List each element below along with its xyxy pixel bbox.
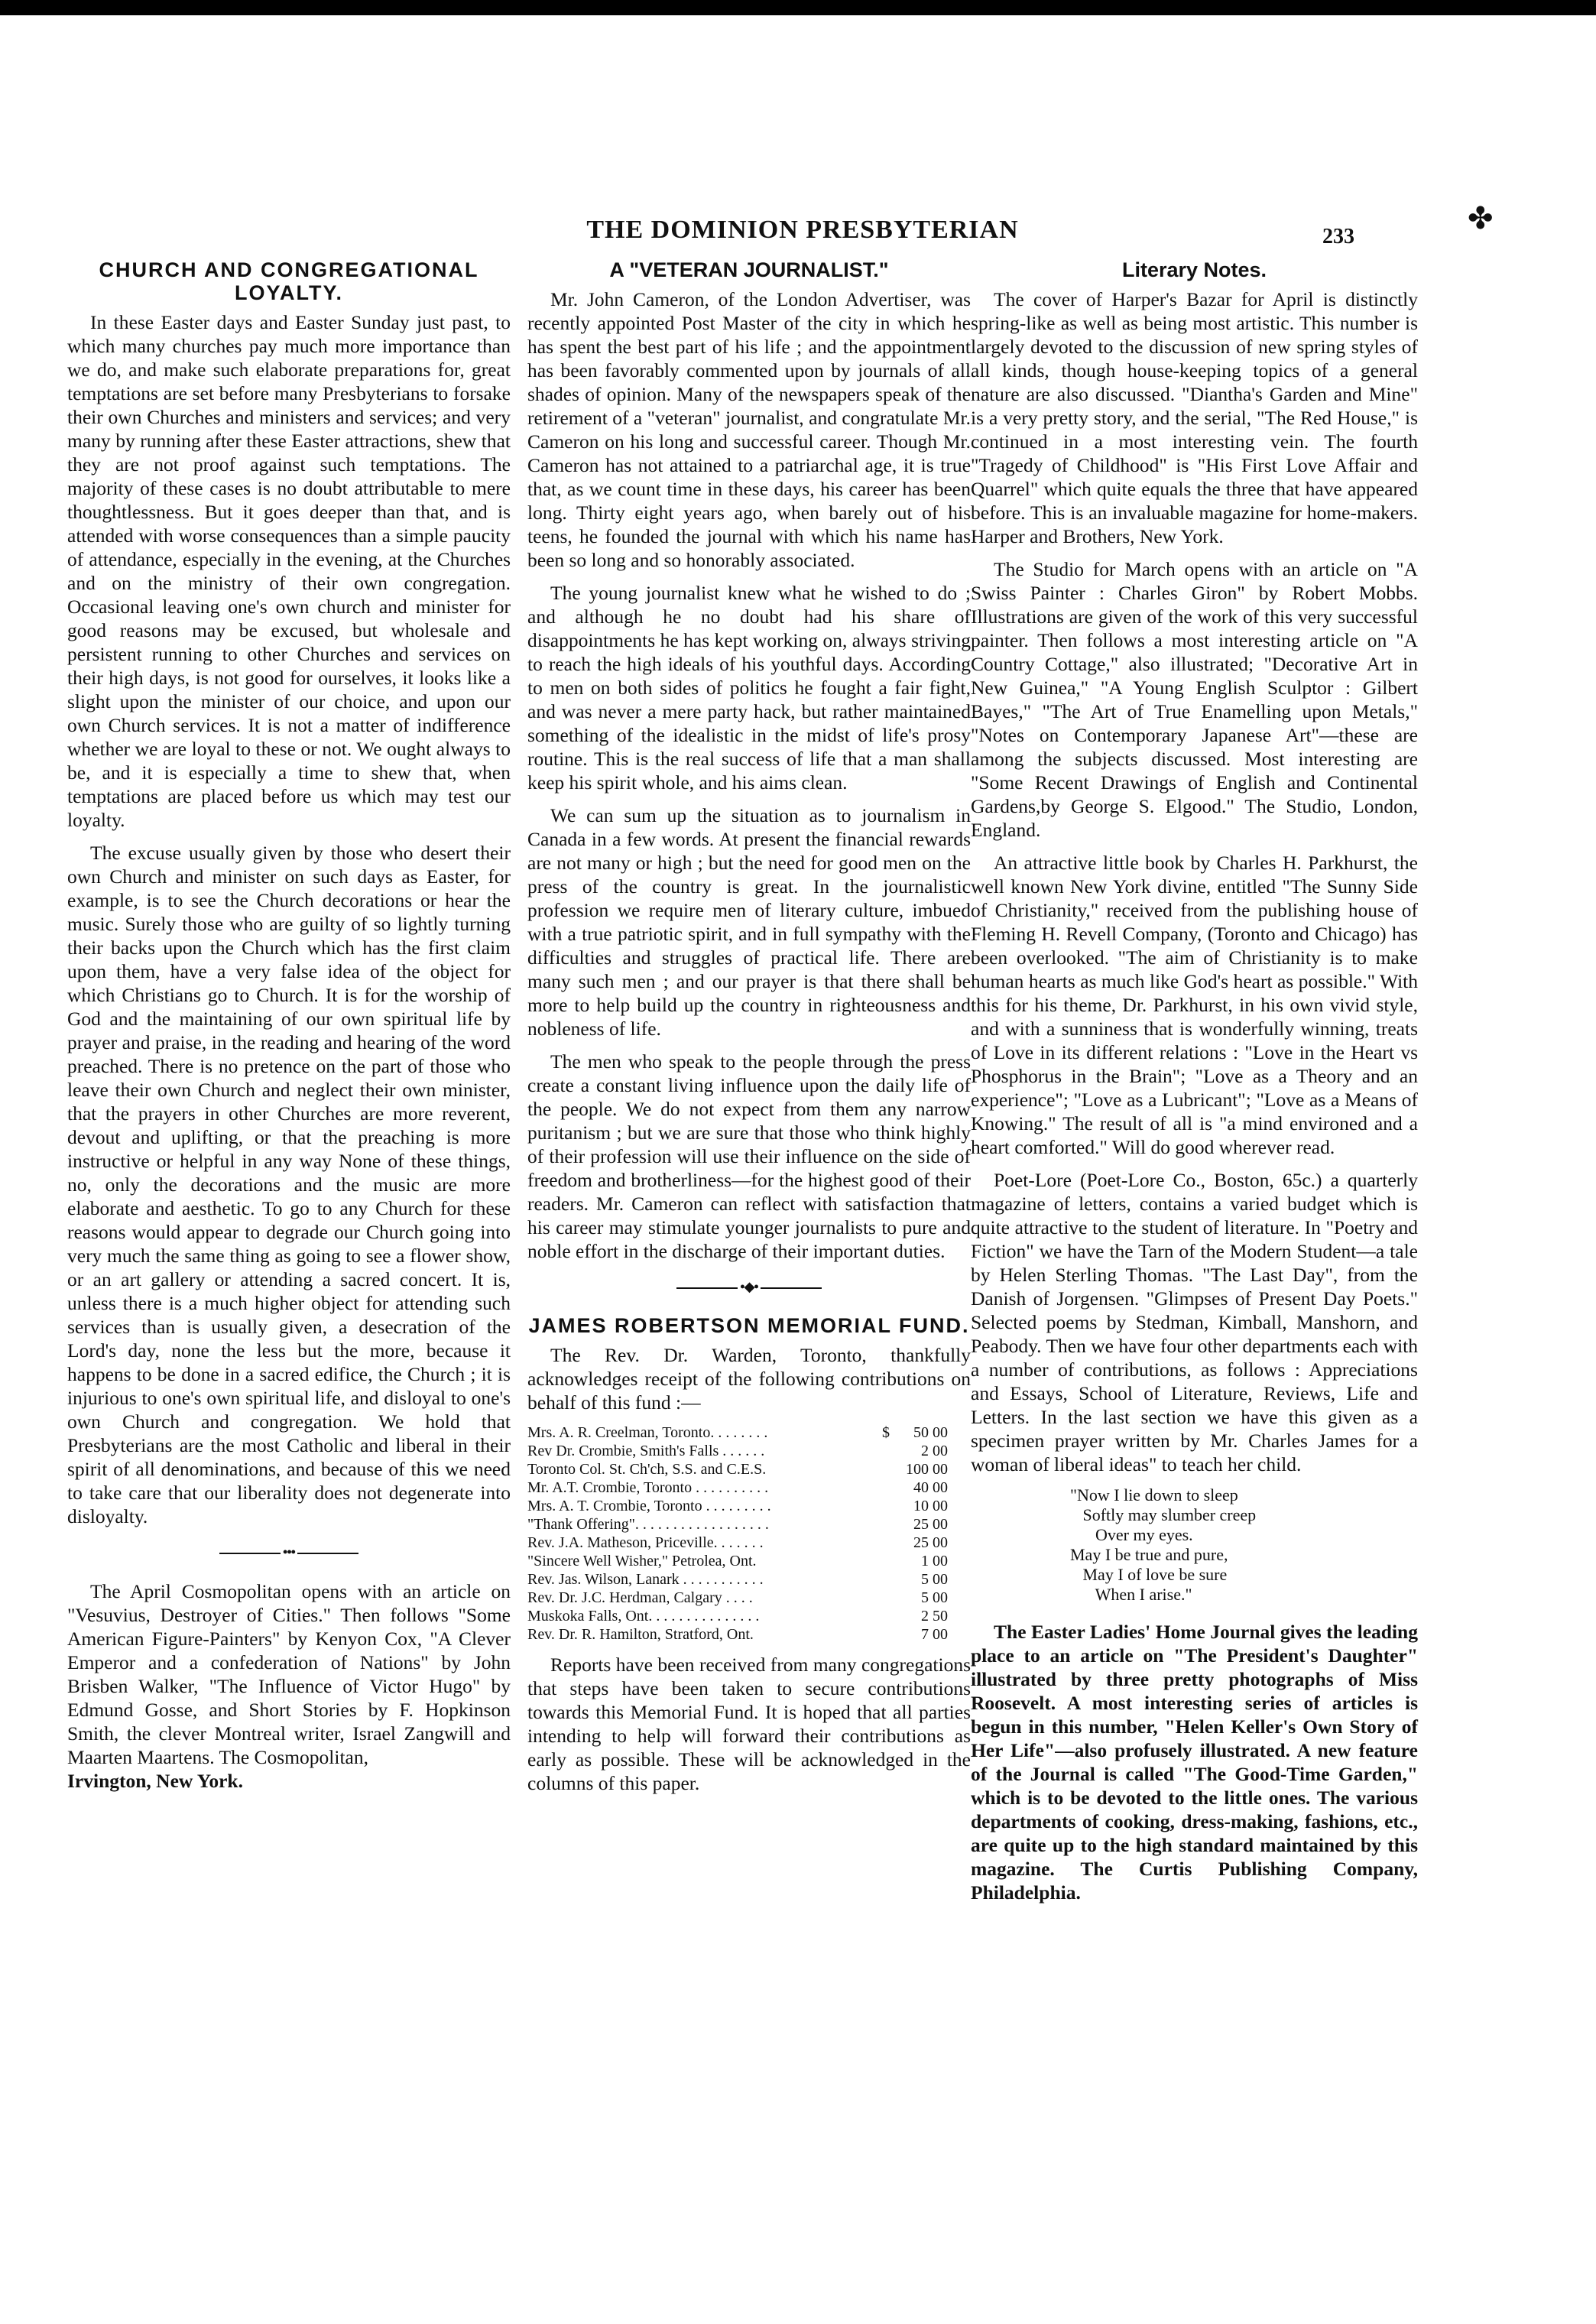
article-paragraph: We can sum up the situation as to journalism in Canada in a few words. At present the financial rewards are not many or high ; but the need for good men on the press of the country is great. In the journalistic profession we require men of literary culture, imbued with a true patriotic spirit, and in full sympathy with the difficulties and struggles of practical life. There are many such men ; and our prayer is that there shall be more to help build up the country in righteousness and nobleness of life. (527, 804, 971, 1040)
scan-top-border (0, 0, 1596, 15)
poem-line: May I of love be sure (1070, 1565, 1228, 1584)
article-paragraph: Mr. John Cameron, of the London Advertiser, was recently appointed Post Master of the city in which he has spent the best part of his life ; and the appointment has been favorably commented upon by journals of all shades of opinion. Many of the newspapers speak of the retirement of a "veteran" journalist, and congratulate Mr. Cameron on his long and successful career. Though Mr. Cameron has not attained to a patriarchal age, it is true that, as we count time in these days, his career has been long. Thirty eight years ago, when barely out of his teens, he founded the journal with which his name has been so long and so honorably associated. (527, 288, 971, 571)
literary-notes-heading: Literary Notes. (1121, 258, 1267, 281)
article-heading-veteran-journalist: A "VETERAN JOURNALIST." (609, 258, 889, 281)
poem-line: "Now I lie down to sleep (1070, 1485, 1238, 1504)
page-header (0, 216, 1596, 254)
table-row: "Sincere Well Wisher," Petrolea, Ont. 1 00 (527, 1553, 948, 1569)
poem-line: When I arise." (1070, 1585, 1192, 1604)
article-paragraph: The excuse usually given by those who desert their own Church and minister on such days as Easter, for example, is to see the Church decorations or hear the music. Surely those who are guilty of so lightly turning their backs upon the Church which has the first claim upon them, have a very false idea of the object for which Christians go to Church. It is for the worship of God and the maintaining of our own spiritual life by prayer and praise, in the reading and hearing of the word preached. There is no pretence on the part of those who leave their own Church and neglect their own minister, that the prayers in other Churches are more reverent, devout and uplifting, or that the preaching is more instructive or helpful in any way None of these things, no, only the decorations and the music are more elaborate and aesthetic. To go to any Church for these reasons would appear to degrade our Church going into very much the same thing as going to see a flower show, or an art gallery or attending a sacred concert. It is, unless there is a much higher object for attending such services than is usually given, a desecration of the Lord's day, none the less but the more, because it happens to be done in a sacred edifice, the Church ; it is injurious to one's own spiritual life, and disloyal to one's own Church and congregation. We hold that Presbyterians are the most Catholic and liberal in their spirit of all denominations, and because of this we need to take care that our liberality does not degenerate into disloyalty. (67, 842, 511, 1527)
poem-line: Softly may slumber creep (1070, 1505, 1257, 1524)
fund-table (527, 1423, 971, 1644)
prayer-poem (971, 1485, 1418, 1605)
fund-heading: JAMES ROBERTSON MEMORIAL FUND. (528, 1314, 970, 1337)
table-row: Mrs. A. R. Creelman, Toronto. . . . . . . . $ 50 00 (527, 1424, 948, 1441)
table-row: "Thank Offering". . . . . . . . . . . . . . . . . . 25 00 (527, 1516, 948, 1533)
ladies-journal-note: The Easter Ladies' Home Journal gives the leading place to an article on "The President's Daughter" illustrated by three pretty photographs of Miss Roosevelt. A most interesting series of articles is begun in this number, "Helen Keller's Own Story of Her Life"—also profusely illustrated. A new feature of the Journal is called "The Good-Time Garden," which is to be devoted to the little ones. The various departments of cooking, dress-making, fashions, etc., are quite up to the high standard maintained by this magazine. The Curtis Publishing Company, Philadelphia. (971, 1621, 1418, 1904)
column-middle (527, 258, 971, 1804)
poem-line: Over my eyes. (1070, 1525, 1193, 1544)
corner-ornament: ✤ (1468, 201, 1494, 235)
article-paragraph: The men who speak to the people through the press create a constant living influence upon the daily life of the people. We do not expect from them any narrow puritanism ; but we are sure that those who think highly of their profession will use their influence on the side of freedom and brotherliness—for the highest good of their readers. Mr. Cameron can reflect with satisfaction that his career may stimulate younger journalists to pure and noble effort in the discharge of their important duties. (527, 1050, 971, 1262)
article-paragraph: In these Easter days and Easter Sunday just past, to which many churches pay much more importance than we do, and make such elaborate preparations for, great temptations are set before many Presbyterians to forsake their own Churches and ministers and services; and very many by running after these Easter attractions, shew that they are not proof against such temptations. The majority of these cases is no doubt attributable to mere thoughtlessness. But it goes deeper than that, and is attended with worse consequences than a simple paucity of attendance, especially in the evening, at the Churches and on the ministry of their own congregation. Occasional leaving one's own church and minister for good reasons may be excused, but wholesale and persistent running to other Churches and services on their high days, is not good for ourselves, it looks like a slight upon the minister of our choice, and upon our own Church services. It is not a matter of indifference whether we are loyal to these or not. We ought always to be, and it is especially a time to shew that, when temptations are placed before us which may test our loyalty. (67, 311, 511, 831)
article-paragraph: The young journalist knew what he wished to do ; and although he no doubt had his share of disappointments he has kept working on, always striving to reach the high ideals of his youthful days. According to men on both sides of politics he fought a fair fight, and was never a mere party hack, but rather maintained something of the idealistic in the midst of life's prosy routine. This is the real success of life that a man shall keep his spirit whole, and his aims clean. (527, 582, 971, 794)
table-row: Toronto Col. St. Ch'ch, S.S. and C.E.S. 100 00 (527, 1461, 948, 1478)
cosmopolitan-address: Irvington, New York. (67, 1770, 243, 1792)
table-row: Muskoka Falls, Ont. . . . . . . . . . . . . . . 2 50 (527, 1608, 948, 1625)
section-divider: ••• (67, 1540, 511, 1564)
table-row: Rev. J.A. Matheson, Priceville. . . . . . . 25 00 (527, 1534, 948, 1551)
literary-note: An attractive little book by Charles H. Parkhurst, the well known New York divine, entitled "The Sunny Side of Christianity," received from the publishing house of Fleming H. Revell Company, (Toronto and Chicago) has been overlooked. "The aim of Christianity is to make human hearts as much like God's heart as possible." With this for his theme, Dr. Parkhurst, in his own vivid style, and with a sunniness that is wonderfully winning, treats of Love in its different relations : "Love in the Heart vs Phosphorus in the Brain"; "Love as a Theory and an experience"; "Love as a Lubricant"; "Love as a Means of Knowing." The result of all is "a mind environed and a heart comforted." Will do good wherever read. (971, 852, 1418, 1158)
page-number: 233 (1322, 225, 1354, 248)
literary-note: The Studio for March opens with an article on "A Swiss Painter : Charles Giron" by Robert Mobbs. Illustrations are given of the work of this very successful painter. Then follows a most interesting article on "A Country Cottage," also illustrated; "Decorative Art in New Guinea," "A Young English Sculptor : Gilbert Bayes," "The Art of True Enamelling upon Metals," "Notes on Contemporary Japanese Art"—these are among the subjects discussed. Most interesting are "Some Recent Drawings of English and Continental Gardens,by George S. Elgood." The Studio, London, England. (971, 558, 1418, 841)
table-row: Rev. Dr. J.C. Herdman, Calgary . . . . 5 00 (527, 1589, 948, 1606)
publication-title: THE DOMINION PRESBYTERIAN (586, 216, 1019, 244)
literary-note: Poet-Lore (Poet-Lore Co., Boston, 65c.) a quarterly magazine of letters, contains a varied budget which is quite attractive to the student of literature. In "Poetry and Fiction" we have the Tarn of the Modern Student—a tale by Helen Sterling Thomas. "The Last Day", from the Danish of Jorgensen. "Glimpses of Present Day Poets." Selected poems by Stedman, Kimball, Manshorn, and Peabody. Then we have four other departments each with a number of contributions, as follows : Appreciations and Essays, School of Literature, Reviews, Life and Letters. In the last section we have this given as a specimen prayer written by Mr. Charles James for a woman of liberal ideas" to teach her child. (971, 1169, 1418, 1475)
table-row: Rev Dr. Crombie, Smith's Falls . . . . . . 2 00 (527, 1443, 948, 1459)
column-left (67, 258, 511, 1793)
table-row: Rev. Dr. R. Hamilton, Stratford, Ont. 7 00 (527, 1626, 948, 1643)
cosmopolitan-paragraph: The April Cosmopolitan opens with an article on "Vesuvius, Destroyer of Cities." Then follows "Some American Figure-Painters" by Kenyon Cox, "A Clever Emperor and a confederation of Nations" by John Brisben Walker, "The Influence of Victor Hugo" by Edmund Gosse, and Short Stories by F. Hopkinson Smith, the clever Montreal writer, Israel Zangwill and Maarten Maartens. The Cosmopolitan, (67, 1580, 511, 1768)
fund-intro: The Rev. Dr. Warden, Toronto, thankfully acknowledges receipt of the following contributions on behalf of this fund :— (527, 1344, 971, 1414)
table-row: Rev. Jas. Wilson, Lanark . . . . . . . . . . . 5 00 (527, 1571, 948, 1588)
fund-closing: Reports have been received from many congregations that steps have been taken to secure contributions towards this Memorial Fund. It is hoped that all parties intending to help will forward their contributions as early as possible. These will be acknowledged in the columns of this paper. (527, 1654, 971, 1794)
article-heading-loyalty: CHURCH AND CONGREGATIONAL LOYALTY. (99, 258, 479, 304)
section-divider: •◆• (527, 1275, 971, 1299)
poem-line: May I be true and pure, (1070, 1545, 1228, 1564)
literary-note: The cover of Harper's Bazar for April is distinctly spring-like as well as being most artistic. This number is largely devoted to the discussion of new spring styles of all kinds, though house-keeping topics of a general nature are also discussed. "Diantha's Garden and Mine" is a very pretty story, and the serial, "The Red House," is continued in a most interesting vein. The fourth "Tragedy of Childhood" is "His First Love Affair and Quarrel" which quite equals the three that have appeared before. This is an invaluable magazine for home-makers. Harper and Brothers, New York. (971, 288, 1418, 547)
table-row: Mr. A.T. Crombie, Toronto . . . . . . . . . . 40 00 (527, 1479, 948, 1496)
table-row: Mrs. A. T. Crombie, Toronto . . . . . . . . . 10 00 (527, 1498, 948, 1514)
column-right (971, 258, 1418, 1913)
